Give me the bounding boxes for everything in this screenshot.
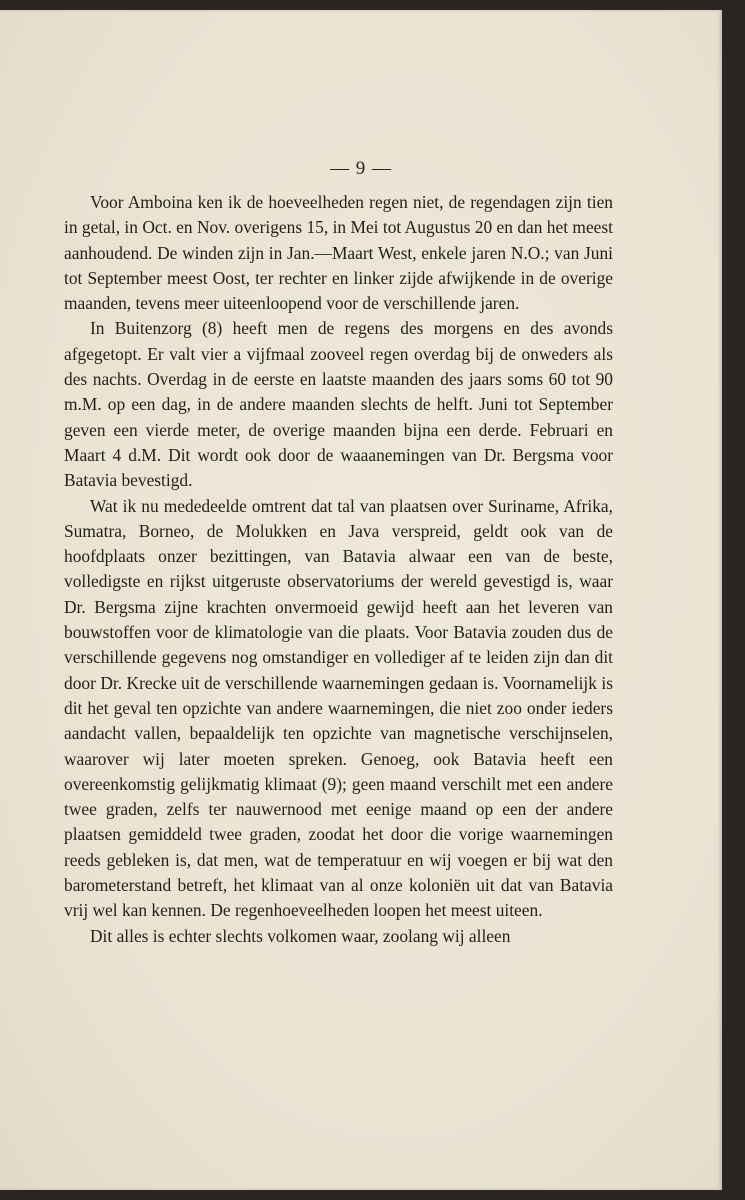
page-number: — 9 — xyxy=(330,158,392,179)
body-text xyxy=(64,190,613,949)
paragraph-buitenzorg: In Buitenzorg (8) heeft men de regens des morgens en des avonds afgegetopt. Er valt vier a vijfmaal zooveel regen overdag bij de onweders als des nachts. Overdag in de eerste en laatste maanden des jaars soms 60 tot 90 m.M. op een dag, in de andere maanden slechts de helft. Juni tot September geven een vierde meter, de overige maanden bijna een derde. Februari en Maart 4 d.M. Dit wordt ook door de waaanemingen van Dr. Bergsma voor Batavia bevestigd. xyxy=(64,318,613,491)
book-page xyxy=(0,10,722,1190)
paragraph-batavia: Wat ik nu mededeelde omtrent dat tal van plaatsen over Suriname, Afrika, Sumatra, Borneo, de Molukken en Java verspreid, geldt ook van de hoofdplaats onzer bezittingen, van Batavia alwaar een van de beste, volledigste en rijkst uitgeruste observatoriums der wereld gevestigd is, waar Dr. Bergsma zijne krachten onvermoeid gewijd heeft aan het leveren van bouwstoffen voor de klimatologie van die plaats. Voor Batavia zouden dus de verschillende gegevens nog omstandiger en vollediger af te leiden zijn dan dit door Dr. Krecke uit de verschillende waarnemingen gedaan is. Voornamelijk is dit het geval ten opzichte van andere waarnemingen, die niet zoo onder ieders aandacht vallen, bepaaldelijk ten opzichte van magnetische verschijnselen, waarover wij later moeten spreken. Genoeg, ook Batavia heeft een overeenkomstig gelijkmatig klimaat (9); geen maand verschilt met een andere twee graden, zelfs ter nauwernood met eenige maand op een der andere plaatsen gemiddeld twee graden, zoodat het door die vorige waarnemingen reeds gebleken is, dat men, wat de temperatuur en wij voegen er bij wat den barometerstand betreft, het klimaat van al onze koloniën uit dat van Batavia vrij wel kan kennen. De regenhoeveelheden loopen het meest uiteen. xyxy=(64,495,613,921)
paragraph-conclusion: Dit alles is echter slechts volkomen waar, zoolang wij alleen xyxy=(90,925,511,946)
paragraph-amboina: Voor Amboina ken ik de hoeveelheden regen niet, de regendagen zijn tien in getal, in Oct. en Nov. overigens 15, in Mei tot Augustus 20 en dan het meest aanhoudend. De winden zijn in Jan.—Maart West, enkele jaren N.O.; van Juni tot September meest Oost, ter rechter en linker zijde afwijkende in de overige maanden, tevens meer uiteenloopend voor de verschillende jaren. xyxy=(64,192,613,314)
